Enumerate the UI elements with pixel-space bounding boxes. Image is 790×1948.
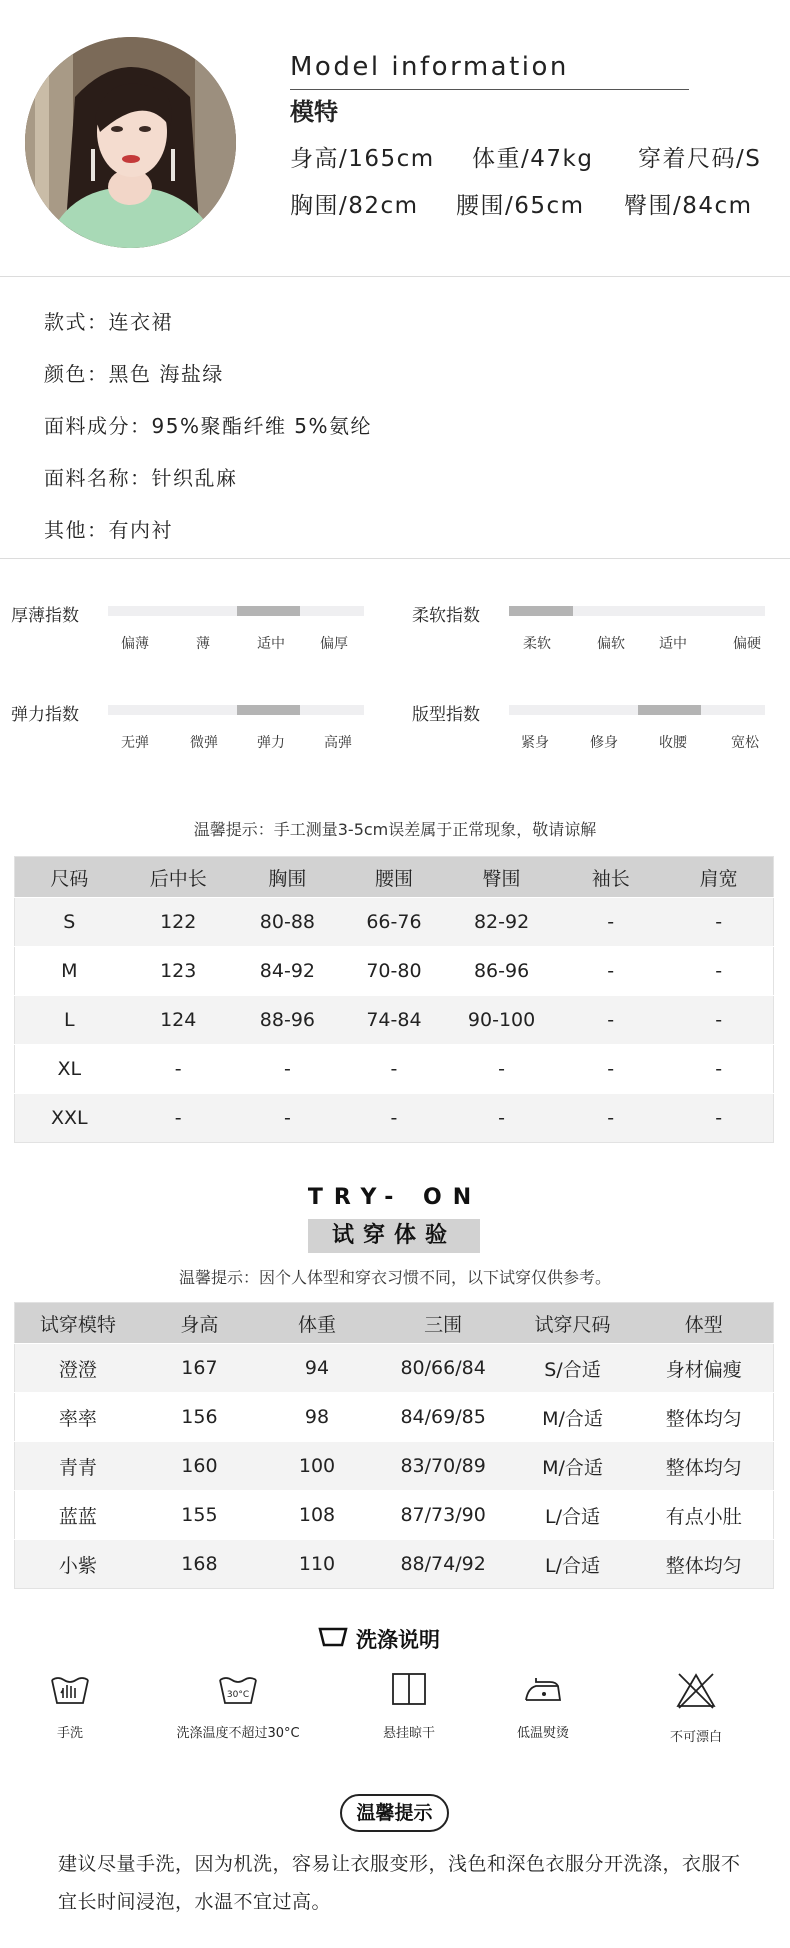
wash-item-hang-dry	[334, 1672, 484, 1741]
hand-wash-icon	[49, 1672, 91, 1706]
size-table-cell: 88-96	[233, 996, 342, 1045]
wash-label: 洗涤温度不超过30°C	[176, 1726, 300, 1741]
softness-option: 偏硬	[733, 636, 761, 652]
tryon-table-cell: 110	[258, 1540, 376, 1589]
tryon-table-header-cell: 体重	[258, 1303, 376, 1344]
size-table-cell: 90-100	[446, 996, 557, 1045]
no-bleach-icon	[675, 1672, 717, 1710]
size-table-row	[15, 1094, 774, 1143]
elasticity-option: 无弹	[121, 735, 149, 751]
size-table-cell: 123	[124, 947, 233, 996]
size-table-cell: S	[15, 898, 124, 947]
tryon-table-cell: S/合适	[510, 1344, 634, 1393]
size-table-cell: L	[15, 996, 124, 1045]
size-table-cell: 86-96	[446, 947, 557, 996]
attr-composition: 面料成分：95%聚酯纤维 5%氨纶	[44, 414, 373, 438]
size-table-cell: 66-76	[342, 898, 446, 947]
tryon-table-cell: 160	[141, 1442, 259, 1491]
tryon-table-cell: 84/69/85	[376, 1393, 511, 1442]
tryon-table-row	[15, 1344, 774, 1393]
size-table-header-cell: 肩宽	[664, 857, 773, 898]
model-subheading: 模特	[290, 98, 338, 126]
tryon-table-header-cell: 体型	[634, 1303, 773, 1344]
size-table-cell: -	[233, 1045, 342, 1094]
elasticity-index-label: 弹力指数	[11, 705, 79, 725]
size-table-cell: 80-88	[233, 898, 342, 947]
tryon-table-cell: 澄澄	[15, 1344, 141, 1393]
size-table-cell: -	[664, 996, 773, 1045]
elasticity-option: 弹力	[257, 735, 285, 751]
elasticity-index-marker	[237, 705, 300, 715]
tryon-table-row	[15, 1491, 774, 1540]
model-size: 穿着尺码/S	[638, 146, 762, 172]
softness-option: 适中	[659, 636, 687, 652]
fit-option: 宽松	[731, 735, 759, 751]
tryon-table-cell: 身材偏瘦	[634, 1344, 773, 1393]
size-table-cell: -	[664, 898, 773, 947]
size-table-cell: 124	[124, 996, 233, 1045]
model-photo	[25, 37, 236, 248]
tryon-table-row	[15, 1442, 774, 1491]
model-height: 身高/165cm	[290, 146, 435, 172]
tryon-table-cell: 蓝蓝	[15, 1491, 141, 1540]
tryon-table-cell: L/合适	[510, 1540, 634, 1589]
tryon-table-cell: M/合适	[510, 1442, 634, 1491]
tryon-table-header-cell: 三围	[376, 1303, 511, 1344]
tip-text: 建议尽量手洗，因为机洗，容易让衣服变形，浅色和深色衣服分开洗涤，衣服不宜长时间浸泡，水温不宜过高。	[58, 1853, 741, 1913]
tryon-table-cell: 80/66/84	[376, 1344, 511, 1393]
size-table-cell: -	[664, 1045, 773, 1094]
size-measure-note: 温馨提示：手工测量3-5cm误差属于正常现象，敬请谅解	[193, 820, 597, 839]
tryon-table-cell: 率率	[15, 1393, 141, 1442]
tryon-table-cell: 108	[258, 1491, 376, 1540]
tryon-table-cell: 小紫	[15, 1540, 141, 1589]
model-heading-rule	[290, 89, 689, 90]
size-table-cell: -	[342, 1094, 446, 1143]
tip-badge: 温馨提示	[340, 1794, 449, 1832]
size-table-cell: 70-80	[342, 947, 446, 996]
size-table-cell: 84-92	[233, 947, 342, 996]
size-table-cell: -	[124, 1094, 233, 1143]
tryon-table-header-cell: 试穿模特	[15, 1303, 141, 1344]
size-table-cell: XL	[15, 1045, 124, 1094]
size-table-header-cell: 臀围	[446, 857, 557, 898]
size-table-cell: -	[446, 1045, 557, 1094]
size-table-header-cell: 袖长	[557, 857, 664, 898]
softness-index-label: 柔软指数	[412, 606, 480, 626]
tryon-table-cell: 100	[258, 1442, 376, 1491]
elasticity-option: 高弹	[324, 735, 352, 751]
hang-dry-icon	[391, 1672, 427, 1706]
softness-index-marker	[509, 606, 573, 616]
thickness-index-label: 厚薄指数	[11, 606, 79, 626]
fit-option: 紧身	[521, 735, 549, 751]
size-table-cell: 122	[124, 898, 233, 947]
model-waist: 腰围/65cm	[456, 193, 585, 219]
size-table-cell: -	[124, 1045, 233, 1094]
attr-other: 其他：有内衬	[44, 518, 173, 542]
tryon-table-row	[15, 1540, 774, 1589]
tryon-table-cell: 整体均匀	[634, 1393, 773, 1442]
tryon-table-cell: 168	[141, 1540, 259, 1589]
attr-color: 颜色：黑色 海盐绿	[44, 362, 224, 386]
wash-item-low-iron	[468, 1672, 618, 1741]
iron-low-icon	[522, 1672, 564, 1706]
size-table	[14, 856, 774, 1143]
softness-option: 偏软	[597, 636, 625, 652]
tryon-table-cell: 整体均匀	[634, 1442, 773, 1491]
thickness-option: 偏薄	[121, 636, 149, 652]
model-weight: 体重/47kg	[472, 146, 594, 172]
tryon-table-cell: 83/70/89	[376, 1442, 511, 1491]
tryon-subtitle: 试穿体验	[308, 1219, 480, 1253]
size-table-cell: -	[557, 1045, 664, 1094]
size-table-cell: 74-84	[342, 996, 446, 1045]
wash-label: 手洗	[56, 1726, 83, 1741]
attr-fabric-name: 面料名称：针织乱麻	[44, 466, 238, 490]
size-table-row	[15, 996, 774, 1045]
section-divider	[0, 558, 790, 559]
wash-item-30c	[163, 1672, 313, 1741]
thickness-index-marker	[237, 606, 300, 616]
softness-index-track	[509, 606, 765, 616]
softness-option: 柔软	[523, 636, 551, 652]
size-table-cell: -	[557, 1094, 664, 1143]
tryon-table-cell: 青青	[15, 1442, 141, 1491]
tryon-table-cell: 有点小肚	[634, 1491, 773, 1540]
section-divider	[0, 276, 790, 277]
size-table-row	[15, 947, 774, 996]
tryon-table-cell: 156	[141, 1393, 259, 1442]
tryon-table	[14, 1302, 774, 1589]
model-bust: 胸围/82cm	[290, 193, 419, 219]
wash-label: 低温熨烫	[516, 1726, 569, 1741]
size-table-header	[15, 857, 774, 898]
thickness-option: 偏厚	[320, 636, 348, 652]
size-table-cell: -	[342, 1045, 446, 1094]
tryon-table-cell: 155	[141, 1491, 259, 1540]
size-table-row	[15, 1045, 774, 1094]
model-info-heading: Model information	[290, 52, 569, 82]
washing-title: 洗涤说明	[356, 1628, 440, 1652]
size-table-header-cell: 后中长	[124, 857, 233, 898]
model-portrait-image	[25, 37, 236, 248]
tryon-table-cell: 整体均匀	[634, 1540, 773, 1589]
size-table-cell: M	[15, 947, 124, 996]
model-hip: 臀围/84cm	[624, 193, 753, 219]
fit-index-track	[509, 705, 765, 715]
size-table-cell: -	[557, 898, 664, 947]
wash-label: 悬挂晾干	[382, 1726, 435, 1741]
size-table-cell: -	[557, 947, 664, 996]
thickness-option: 薄	[196, 636, 210, 652]
tryon-table-header	[15, 1303, 774, 1344]
wash-item-hand-wash	[0, 1672, 145, 1741]
wash-label: 不可漂白	[669, 1730, 722, 1745]
tryon-table-cell: L/合适	[510, 1491, 634, 1540]
size-table-cell: -	[233, 1094, 342, 1143]
tryon-title: TRY- ON	[307, 1185, 483, 1210]
tryon-table-header-cell: 身高	[141, 1303, 259, 1344]
wash-item-no-bleach	[621, 1672, 771, 1745]
tryon-table-cell: 88/74/92	[376, 1540, 511, 1589]
fit-option: 修身	[590, 735, 618, 751]
size-table-cell: -	[664, 1094, 773, 1143]
elasticity-option: 微弹	[190, 735, 218, 751]
tryon-table-cell: 167	[141, 1344, 259, 1393]
wash-temp-text: 30°C	[226, 1690, 250, 1700]
fit-option: 收腰	[659, 735, 687, 751]
tryon-table-header-cell: 试穿尺码	[510, 1303, 634, 1344]
size-table-cell: -	[664, 947, 773, 996]
size-table-header-cell: 腰围	[342, 857, 446, 898]
tryon-table-cell: 94	[258, 1344, 376, 1393]
tryon-table-row	[15, 1393, 774, 1442]
size-table-cell: XXL	[15, 1094, 124, 1143]
tryon-note: 温馨提示：因个人体型和穿衣习惯不同，以下试穿仅供参考。	[178, 1268, 611, 1287]
elasticity-index-track	[108, 705, 364, 715]
thickness-option: 适中	[257, 636, 285, 652]
tryon-table-cell: 87/73/90	[376, 1491, 511, 1540]
wash-tub-icon	[318, 1626, 348, 1648]
wash-30-icon	[217, 1672, 259, 1706]
tryon-table-cell: M/合适	[510, 1393, 634, 1442]
size-table-header-cell: 尺码	[15, 857, 124, 898]
fit-index-label: 版型指数	[412, 705, 480, 725]
tryon-table-cell: 98	[258, 1393, 376, 1442]
size-table-cell: -	[557, 996, 664, 1045]
fit-index-marker	[638, 705, 701, 715]
size-table-cell: -	[446, 1094, 557, 1143]
size-table-row	[15, 898, 774, 947]
size-table-cell: 82-92	[446, 898, 557, 947]
attr-style: 款式：连衣裙	[44, 310, 173, 334]
size-table-header-cell: 胸围	[233, 857, 342, 898]
thickness-index-track	[108, 606, 364, 616]
